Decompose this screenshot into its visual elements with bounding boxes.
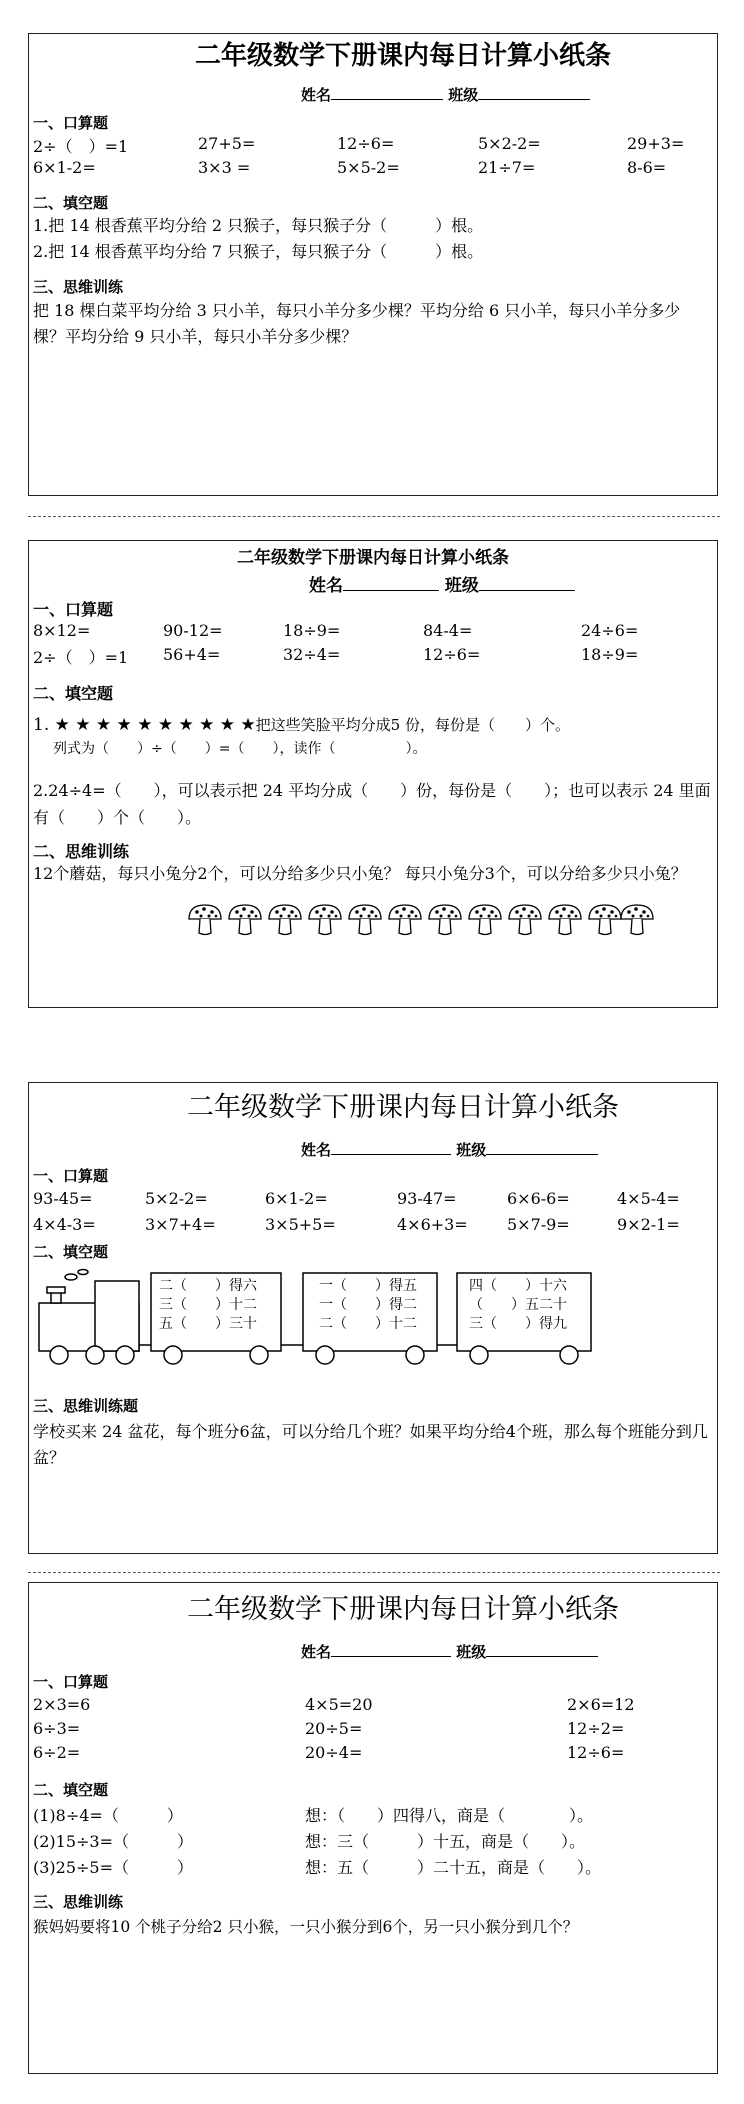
oral-item: 90-12= — [163, 621, 223, 640]
oral-item: 6×6-6= — [507, 1189, 570, 1208]
mushroom-icon — [389, 905, 421, 935]
oral-row-2 — [33, 1215, 713, 1237]
section-thinking: 二、思维训练 — [33, 842, 130, 861]
fill-row-2 — [33, 1829, 713, 1851]
train-item: 四（ ）十六 — [469, 1278, 567, 1294]
train-item: 五（ ）三十 — [159, 1316, 257, 1332]
oral-item: 12÷6= — [337, 134, 395, 153]
oral-item: 12÷6= — [567, 1743, 625, 1762]
train-car-1-text — [159, 1277, 257, 1334]
card-title: 二年级数学下册课内每日计算小纸条 — [187, 1594, 619, 1625]
card-title: 二年级数学下册课内每日计算小纸条 — [187, 1092, 619, 1123]
oral-item: 9×2-1= — [617, 1215, 680, 1234]
mushroom-icon — [309, 905, 341, 935]
class-blank[interactable] — [479, 576, 575, 591]
locomotive — [39, 1270, 151, 1365]
oral-item: 5×5-2= — [337, 158, 400, 177]
name-blank[interactable] — [331, 1642, 451, 1657]
train-item: 二（ ）得六 — [159, 1278, 257, 1294]
oral-item: 6×1-2= — [265, 1189, 328, 1208]
mushroom-icon — [229, 905, 261, 935]
oral-item: 4×6+3= — [397, 1215, 468, 1234]
oral-item: 21÷7= — [478, 158, 536, 177]
oral-row-1 — [33, 134, 713, 156]
oral-item: 93-45= — [33, 1189, 93, 1208]
fill-row-1 — [33, 1803, 713, 1825]
oral-row-3 — [33, 1743, 713, 1765]
class-blank[interactable] — [486, 1140, 598, 1155]
mushroom-icon — [469, 905, 501, 935]
oral-item: 5×2-2= — [478, 134, 541, 153]
section-thinking: 三、思维训练 — [33, 1893, 124, 1911]
oral-item: 84-4= — [423, 621, 473, 640]
oral-item: 18÷9= — [581, 645, 639, 664]
stars-formula: 列式为（ ）÷（ ）=（ ），读作（ ）。 — [53, 741, 427, 757]
dashed-divider — [28, 1572, 720, 1573]
fill-hint: 想：（ ）四得八，商是（ ）。 — [305, 1806, 594, 1825]
oral-item: 12÷6= — [423, 645, 481, 664]
fill-item: (2)15÷3=（ ） — [33, 1832, 194, 1851]
class-label: 班级 — [456, 1141, 487, 1159]
mushroom-icon — [269, 905, 301, 935]
name-blank[interactable] — [331, 1140, 451, 1155]
mushroom-icon — [509, 905, 541, 935]
class-label: 班级 — [448, 86, 479, 104]
oral-item: 3×3 = — [198, 158, 251, 177]
mushroom-row — [187, 901, 657, 941]
oral-item: 3×7+4= — [145, 1215, 216, 1234]
section-fill: 二、填空题 — [33, 1243, 109, 1261]
class-blank[interactable] — [486, 1642, 598, 1657]
oral-row-1 — [33, 1189, 713, 1211]
class-label: 班级 — [444, 576, 479, 596]
name-class-line — [309, 571, 575, 596]
oral-item: 93-47= — [397, 1189, 457, 1208]
stars-text: 把这些笑脸平均分成5 份，每份是（ ）个。 — [255, 716, 570, 734]
mushroom-icon — [621, 905, 653, 935]
stars-row: 1. ★ ★ ★ ★ ★ ★ ★ ★ ★ ★ — [33, 715, 256, 735]
fill-row-3 — [33, 1855, 713, 1877]
name-label: 姓名 — [301, 1141, 332, 1159]
thinking-question: 猴妈妈要将10 个桃子分给2 只小猴，一只小猴分到6个，另一只小猴分到几个？ — [33, 1918, 579, 1936]
fill-question-1: 1.把 14 根香蕉平均分给 2 只猴子，每只猴子分（ ）根。 — [33, 216, 484, 235]
oral-item: 4×4-3= — [33, 1215, 96, 1234]
oral-item: 2÷（ ）=1 — [33, 137, 129, 156]
fill-hint: 想：五（ ）二十五，商是（ ）。 — [305, 1858, 602, 1877]
name-class-line — [301, 1641, 598, 1662]
mushroom-icon — [429, 905, 461, 935]
fill-question-2: 2.24÷4=（ ），可以表示把 24 平均分成（ ）份，每份是（ ）；也可以表示 24 里面有（ ）个（ ）。 — [33, 781, 711, 827]
oral-item: 56+4= — [163, 645, 221, 664]
oral-item: 5×2-2= — [145, 1189, 208, 1208]
section-fill: 二、填空题 — [33, 684, 114, 703]
fill-question-2: 2.把 14 根香蕉平均分给 7 只猴子，每只猴子分（ ）根。 — [33, 242, 484, 261]
name-class-line — [301, 1139, 598, 1160]
oral-item: 5×7-9= — [507, 1215, 570, 1234]
fill-hint: 想：三（ ）十五，商是（ ）。 — [305, 1832, 586, 1851]
name-label: 姓名 — [301, 86, 332, 104]
oral-row-2 — [33, 1719, 713, 1741]
section-thinking: 三、思维训练题 — [33, 1397, 139, 1415]
thinking-question: 把 18 棵白菜平均分给 3 只小羊，每只小羊分多少棵？平均分给 6 只小羊，每只小羊分多少棵？平均分给 9 只小羊，每只小羊分多少棵？ — [33, 301, 681, 346]
dashed-divider — [28, 516, 720, 517]
worksheet-card-3 — [28, 1082, 718, 1554]
name-label: 姓名 — [301, 1643, 332, 1661]
section-fill: 二、填空题 — [33, 194, 109, 212]
thinking-question: 12个蘑菇，每只小兔分2个，可以分给多少只小兔？ 每只小兔分3个，可以分给多少只小兔？ — [33, 864, 687, 883]
oral-item: 32÷4= — [283, 645, 341, 664]
oral-item: 12÷2= — [567, 1719, 625, 1738]
oral-row-2 — [33, 158, 713, 180]
oral-item: 18÷9= — [283, 621, 341, 640]
worksheet-card-4 — [28, 1582, 718, 2074]
fill-item: (3)25÷5=（ ） — [33, 1858, 194, 1877]
thinking-question: 学校买来 24 盆花，每个班分6盆，可以分给几个班？如果平均分给4个班，那么每个班能分到几盆？ — [33, 1422, 708, 1467]
name-class-line — [301, 84, 590, 105]
oral-item: 2÷（ ）=1 — [33, 648, 129, 667]
class-label: 班级 — [456, 1643, 487, 1661]
worksheet-card-1 — [28, 33, 718, 496]
oral-item: 8-6= — [627, 158, 667, 177]
name-label: 姓名 — [309, 576, 343, 596]
section-oral: 一、口算题 — [33, 114, 109, 132]
mushroom-icon — [589, 905, 621, 935]
train-item: 三（ ）十二 — [159, 1297, 257, 1313]
oral-item: 8×12= — [33, 621, 91, 640]
section-oral: 一、口算题 — [33, 600, 114, 619]
stars-question — [33, 713, 711, 737]
mushroom-icon — [549, 905, 581, 935]
section-oral: 一、口算题 — [33, 1673, 109, 1691]
card-title: 二年级数学下册课内每日计算小纸条 — [237, 548, 509, 568]
train-car-2-text — [319, 1277, 417, 1334]
name-blank[interactable] — [343, 576, 439, 591]
section-thinking: 三、思维训练 — [33, 278, 124, 296]
fill-item: (1)8÷4=（ ） — [33, 1806, 183, 1825]
oral-item: 20÷4= — [305, 1743, 363, 1762]
train-item: 一（ ）得二 — [319, 1297, 417, 1313]
train-car-3-text — [469, 1277, 567, 1334]
oral-item: 2×3=6 — [33, 1695, 91, 1714]
section-oral: 一、口算题 — [33, 1167, 109, 1185]
oral-item: 20÷5= — [305, 1719, 363, 1738]
train-item: 一（ ）得五 — [319, 1278, 417, 1294]
oral-item: 4×5=20 — [305, 1695, 373, 1714]
oral-row-2 — [33, 645, 713, 667]
train-item: 二（ ）十二 — [319, 1316, 417, 1332]
mushroom-icon — [349, 905, 381, 935]
oral-item: 29+3= — [627, 134, 685, 153]
section-fill: 二、填空题 — [33, 1781, 109, 1799]
oral-item: 24÷6= — [581, 621, 639, 640]
oral-item: 6×1-2= — [33, 158, 96, 177]
train-item: （ ）五二十 — [469, 1297, 567, 1313]
worksheet-card-2 — [28, 540, 718, 1008]
class-blank[interactable] — [478, 85, 590, 100]
card-title: 二年级数学下册课内每日计算小纸条 — [194, 41, 611, 71]
mushroom-icon — [189, 905, 221, 935]
oral-item: 2×6=12 — [567, 1695, 635, 1714]
oral-item: 6÷3= — [33, 1719, 81, 1738]
name-blank[interactable] — [331, 85, 443, 100]
oral-item: 27+5= — [198, 134, 256, 153]
train-item: 三（ ）得九 — [469, 1316, 567, 1332]
oral-item: 4×5-4= — [617, 1189, 680, 1208]
oral-item: 6÷2= — [33, 1743, 81, 1762]
oral-row-1 — [33, 1695, 713, 1717]
oral-item: 3×5+5= — [265, 1215, 336, 1234]
oral-row-1 — [33, 621, 713, 643]
